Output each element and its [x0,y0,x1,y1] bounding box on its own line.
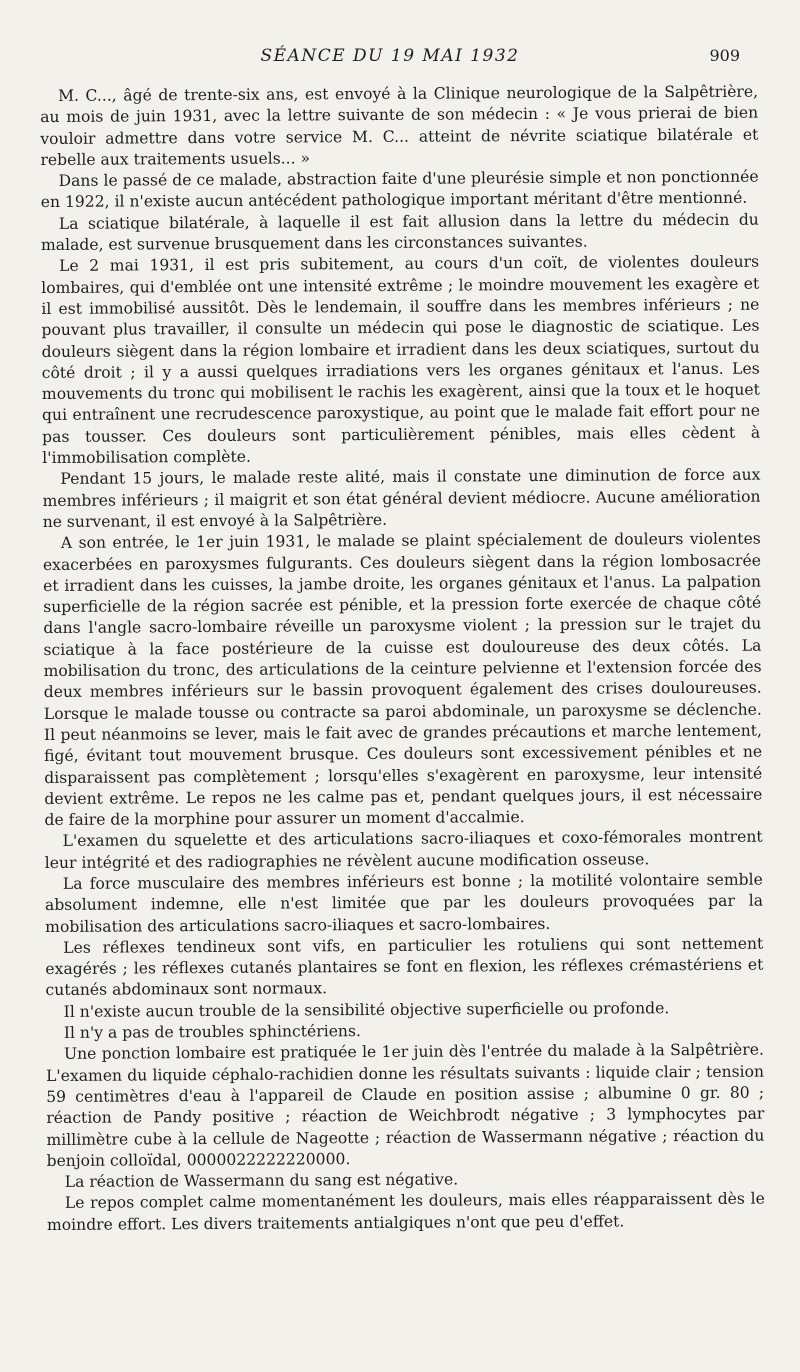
paragraph: A son entrée, le 1er juin 1931, le malade se plaint spécialement de douleurs violentes exacerbées en paroxysmes fulgurants. Ces douleurs siègent dans la région lombosacrée et irradient dans les cuisses, la jambe droite, les organes génitaux et l'anus. La palpation superficielle de la région sacrée est pénible, et la pression forte exercée de chaque côté dans l'angle sacro-lombaire réveille un paroxysme violent ; la pression sur le trajet du sciatique à la face postérieure de la cuisse est douloureuse des deux côtés. La mobilisation du tronc, des articulations de la ceinture pelvienne et l'extension forcée des deux membres inférieurs sur le bassin provoquent également des crises douloureuses. Lorsque le malade tousse ou contracte sa paroi abdominale, un paroxysme se déclenche. Il peut néanmoins se lever, mais le fait avec de grandes précautions et marche lentement, figé, évitant tout mouvement brusque. Ces douleurs sont excessivement pénibles et ne disparaissent pas complètement ; lorsqu'elles s'exagèrent en paroxysme, leur intensité devient extrême. Le repos ne les calme pas et, pendant quelques jours, il est nécessaire de faire de la morphine pour assurer un moment d'accalmie. [42,529,763,830]
paragraph: L'examen du squelette et des articulations sacro-iliaques et coxo-fémorales montrent leur intégrité et des radiographies ne révèlent aucune modification osseuse. [44,827,763,872]
page-header [40,46,740,78]
paragraph: M. C..., âgé de trente-six ans, est envoyé à la Clinique neurologique de la Salpêtrière, au mois de juin 1931, avec la lettre suivante de son médecin : « Je vous prierai de bien vouloir admettre dans votre service M. C... atteint de névrite sciatique bilatérale et rebelle aux traitements usuels... » [40,82,759,169]
paragraph: Il n'y a pas de troubles sphinctériens. [63,1022,361,1042]
paragraph: La réaction de Wassermann du sang est négative. [64,1170,459,1192]
paragraph: Le 2 mai 1931, il est pris subitement, au cours d'un coït, de violentes douleurs lombaires, qui d'emblée ont une intensité extrême ; le moindre mouvement les exagère et il est immobilisé aussitôt. Dès le lendemain, il souffre dans les membres inférieurs ; ne pouvant plus travailler, il consulte un médecin qui pose le diagnostic de sciatique. Les douleurs siègent dans la région lombaire et irradient dans les deux sciatiques, surtout du côté droit ; il y a aussi quelques irradiations vers les organes génitaux et l'anus. Les mouvements du tronc qui mobilisent le rachis les exagèrent, ainsi que la toux et le hoquet qui entraînent une recrudescence paroxystique, au point que le malade fait effort pour ne pas tousser. Ces douleurs sont particulièrement pénibles, mais elles cèdent à l'immobilisation complète. [41,252,761,468]
paragraph: Le repos complet calme momentanément les douleurs, mais elles réapparaissent dès le moindre effort. Les divers traitements antialgiques n'ont que peu d'effet. [46,1190,765,1234]
paragraph: La force musculaire des membres inférieurs est bonne ; la motilité volontaire semble absolument indemne, elle n'est limitée que par les douleurs provoquées par la mobilisation des articulations sacro-iliaques et sacro-lombaires. [44,870,764,936]
paragraph: Il n'existe aucun trouble de la sensibilité objective superficielle ou profonde. [63,998,670,1021]
body-text [40,82,765,1236]
page-number: 909 [709,46,740,65]
paragraph: Les réflexes tendineux sont vifs, en particulier les rotuliens qui sont nettement exagérés ; les réflexes cutanés plantaires se font en flexion, les réflexes crémastériens et cutanés abdominaux sont normaux. [45,934,764,1000]
paragraph: Pendant 15 jours, le malade reste alité, mais il constate une diminution de force aux membres inférieurs ; il maigrit et son état général devient médiocre. Aucune amélioration ne survenant, il est envoyé à la Salpêtrière. [42,465,761,531]
running-title: SÉANCE DU 19 MAI 1932 [260,46,520,66]
paragraph: Dans le passé de ce malade, abstraction faite d'une pleurésie simple et non ponctionnée en 1922, il n'existe aucun antécédent pathologique important méritant d'être mentionné. [40,167,759,212]
paragraph: La sciatique bilatérale, à laquelle il est fait allusion dans la lettre du médecin du malade, est survenue brusquement dans les circonstances suivantes. [40,210,759,255]
paragraph: Une ponction lombaire est pratiquée le 1er juin dès l'entrée du malade à la Salpêtrière. L'examen du liquide céphalo-rachidien donne les résultats suivants : liquide clair ; tension 59 centimètres d'eau à l'appareil de Claude en position assise ; albumine 0 gr. 80 ; réaction de Pandy positive ; réaction de Weichbrodt négative ; 3 lymphocytes par millimètre cube à la cellule de Nageotte ; réaction de Wassermann négative ; réaction du benjoin colloïdal, 0000022222220000. [45,1040,765,1170]
